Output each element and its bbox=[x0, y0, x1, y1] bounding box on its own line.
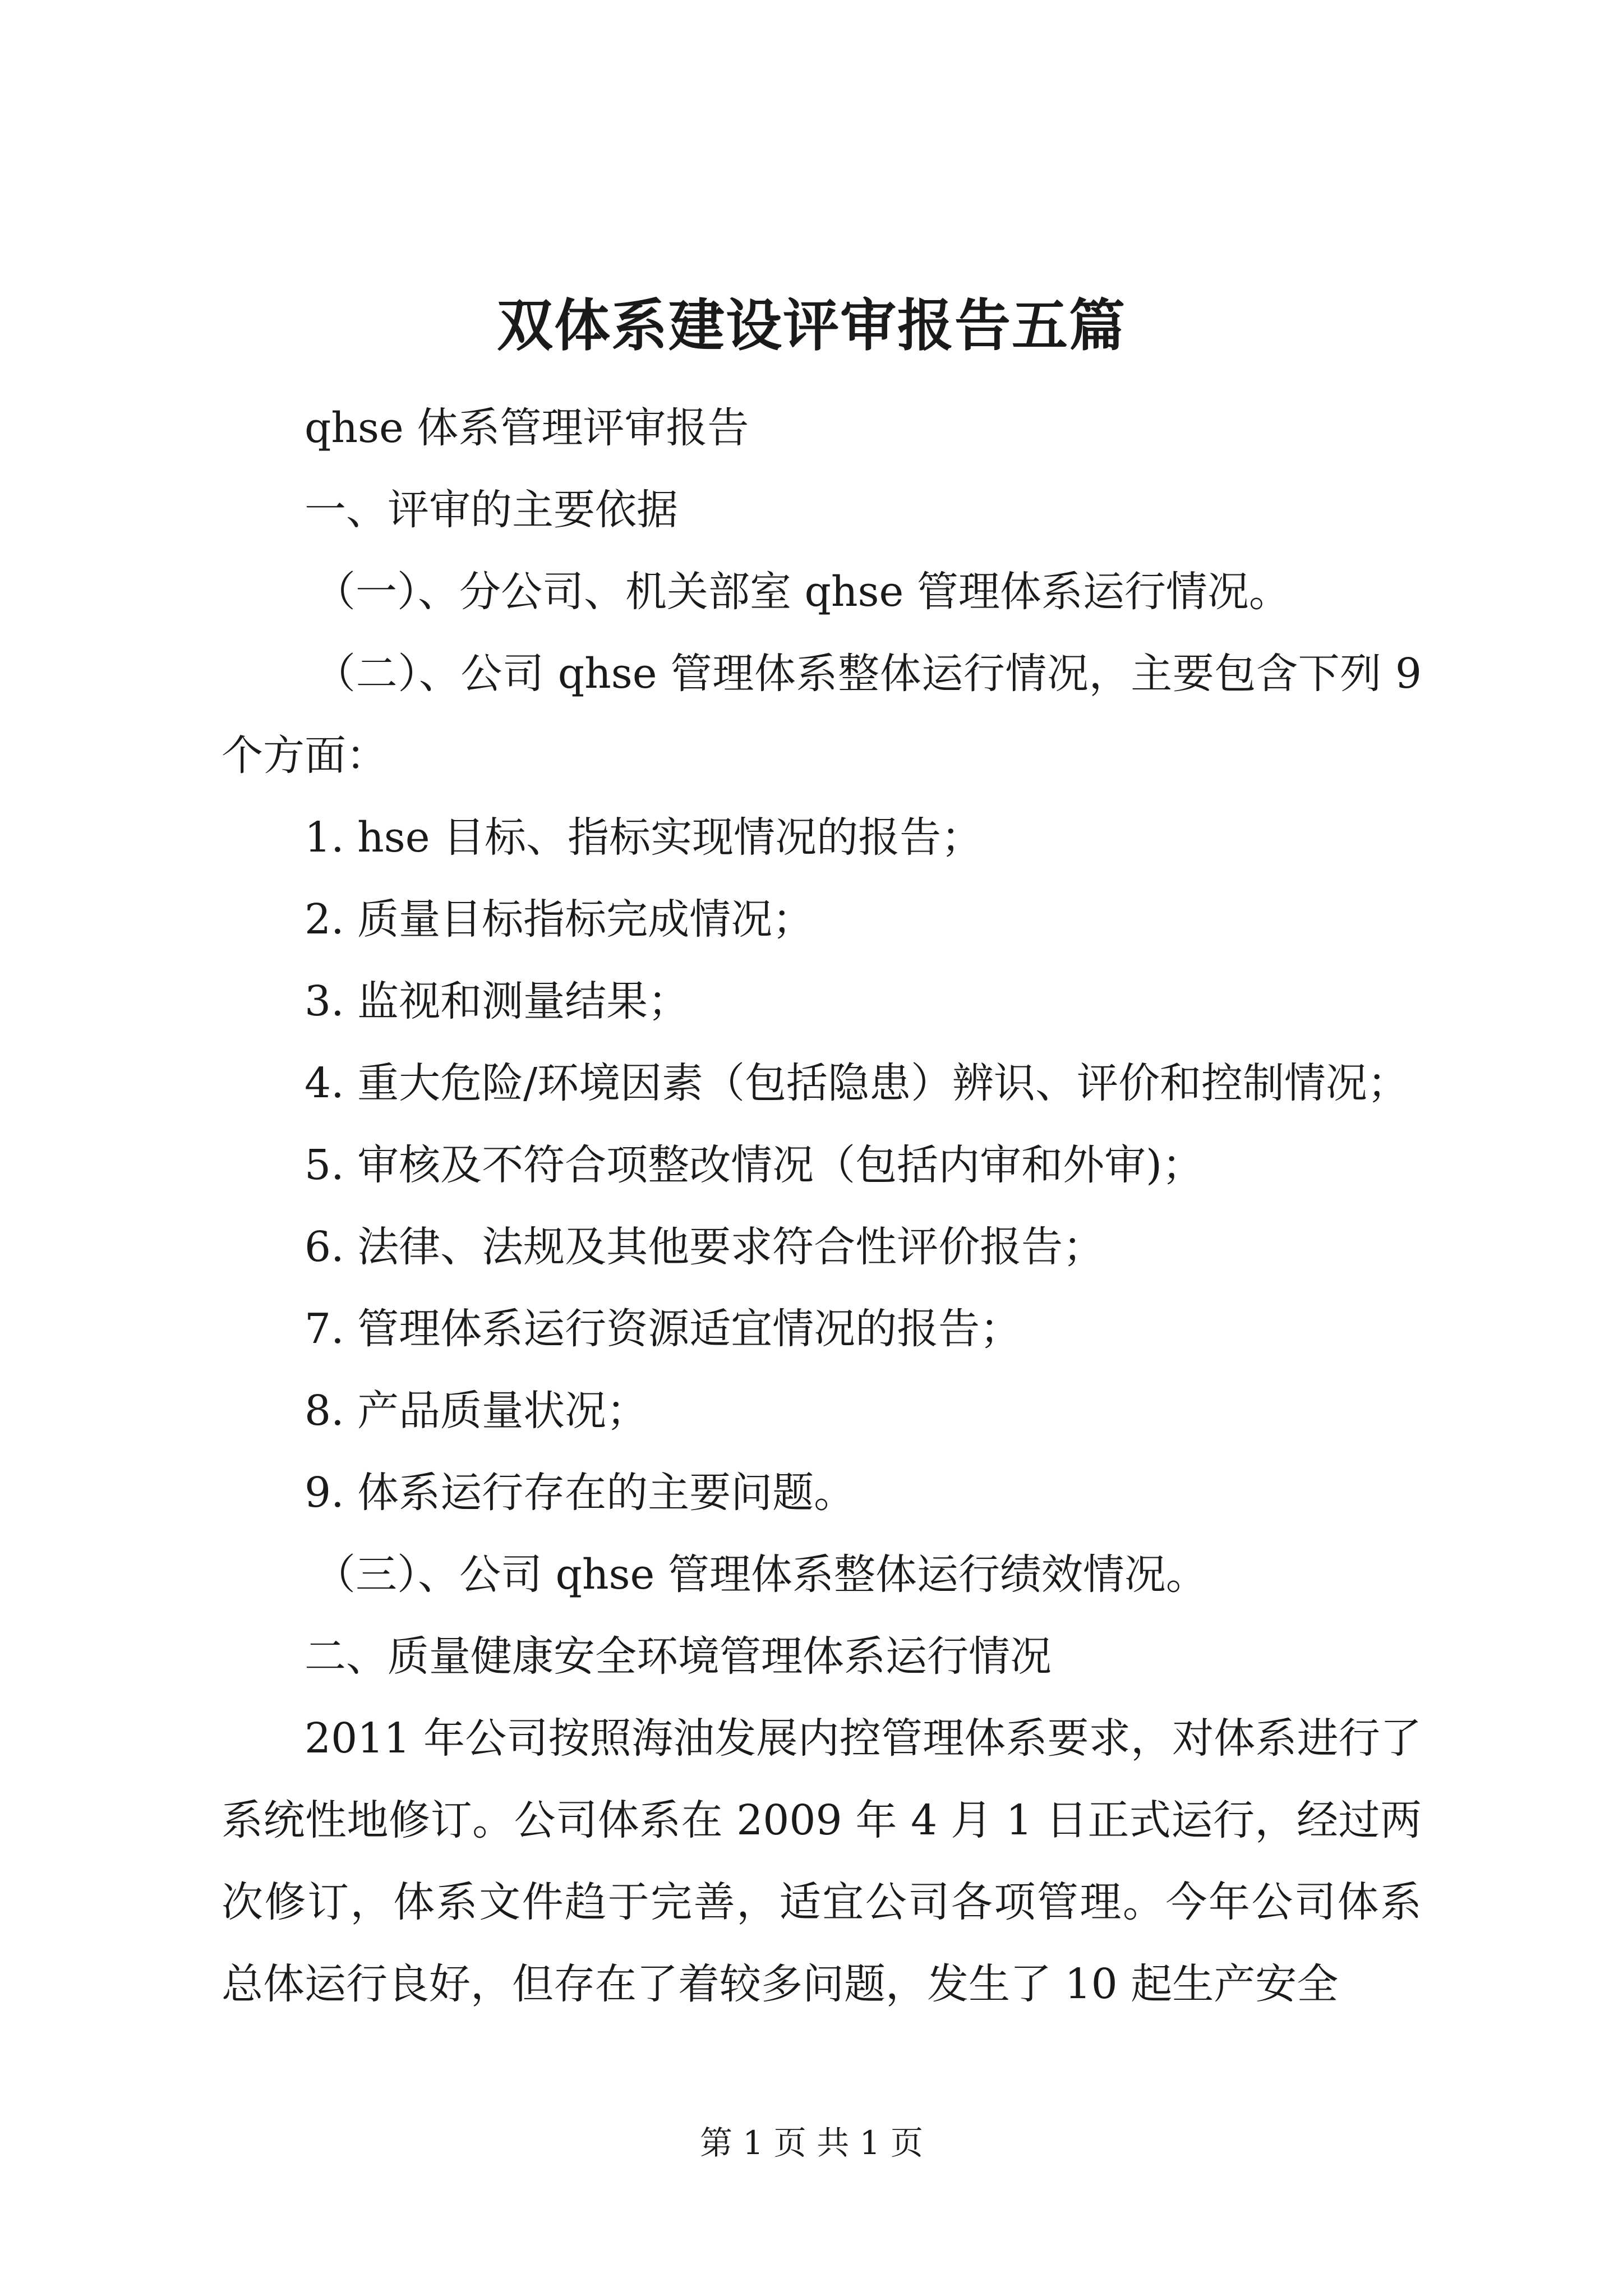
paragraph: （一）、分公司、机关部室 qhse 管理体系运行情况。 bbox=[314, 568, 1290, 616]
paragraph: 2011 年公司按照海油发展内控管理体系要求，对体系进行了系统性地修订。公司体系在 2009 年 4 月 1 日正式运行，经过两次修订，体系文件趋于完善，适宜公司各项管理。今年公司体系总体运行良好，但存在了着较多问题，发生了 10 起生产安全 bbox=[222, 1714, 1422, 2008]
section-heading: 一、评审的主要依据 bbox=[305, 486, 678, 534]
list-item: 2. 质量目标指标完成情况； bbox=[305, 895, 814, 944]
list-item: 1. hse 目标、指标实现情况的报告； bbox=[305, 813, 983, 862]
section-heading: qhse 体系管理评审报告 bbox=[305, 404, 749, 452]
page-footer: 第 1 页 共 1 页 bbox=[700, 2124, 923, 2162]
list-item: 7. 管理体系运行资源适宜情况的报告； bbox=[305, 1305, 1022, 1353]
list-item: 9. 体系运行存在的主要问题。 bbox=[305, 1469, 856, 1517]
section-heading: 二、质量健康安全环境管理体系运行情况 bbox=[305, 1632, 1052, 1681]
document-body bbox=[222, 387, 1422, 2025]
list-item: 5. 审核及不符合项整改情况（包括内审和外审)； bbox=[305, 1141, 1204, 1189]
paragraph: （三）、公司 qhse 管理体系整体运行绩效情况。 bbox=[314, 1550, 1207, 1599]
list-item: 4. 重大危险/环境因素（包括隐患）辨识、评价和控制情况； bbox=[305, 1059, 1409, 1107]
document-title: 双体系建设评审报告五篇 bbox=[497, 292, 1126, 358]
list-item: 3. 监视和测量结果； bbox=[305, 977, 690, 1025]
paragraph: （二）、公司 qhse 管理体系整体运行情况，主要包含下列 9 个方面： bbox=[222, 650, 1422, 780]
list-item: 6. 法律、法规及其他要求符合性评价报告； bbox=[305, 1223, 1105, 1271]
list-item: 8. 产品质量状况； bbox=[305, 1387, 648, 1435]
